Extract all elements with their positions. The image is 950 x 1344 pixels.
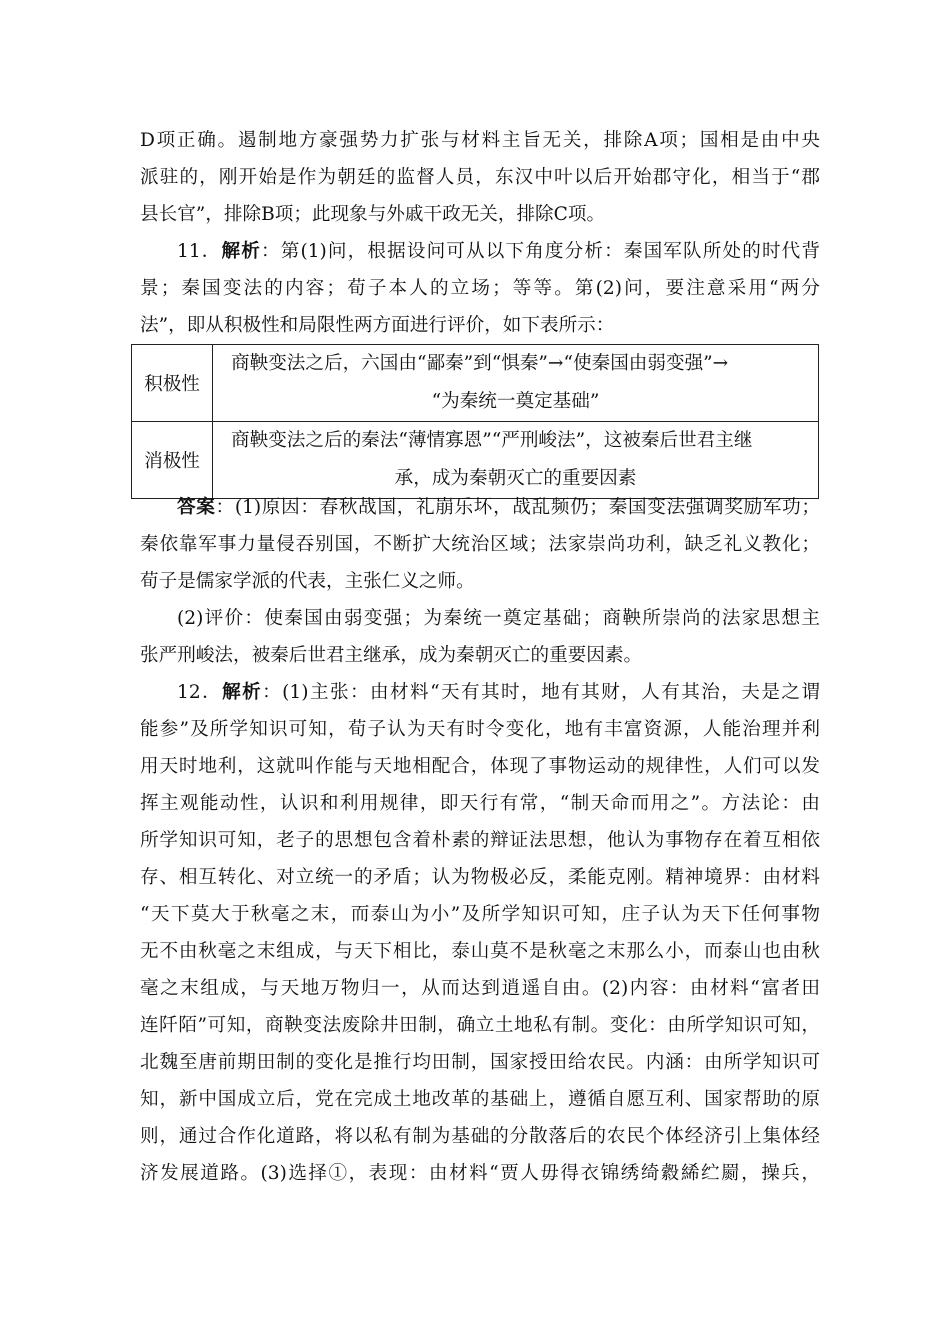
answer-section — [140, 489, 820, 600]
text-line: 则，通过合作化道路，将以私有制为基础的分散落后的农民个体经济引上集体经 — [140, 1126, 820, 1147]
text-line: 县长官”，排除B项；此现象与外戚干政无关，排除C项。 — [140, 204, 606, 225]
text-line: (2)评价：使秦国由弱变强；为秦统一奠定基础；商鞅所崇尚的法家思想主 — [177, 608, 820, 629]
text-line: 能参”及所学知识可知，荀子认为天有时令变化，地有丰富资源，人能治理并利 — [140, 719, 820, 740]
answer-text: ：(1)原因：春秋战国，礼崩乐坏，战乱频仍；秦国变法强调奖励军功； — [215, 497, 820, 518]
text-line: 济发展道路。(3)选择①，表现：由材料“贾人毋得衣锦绣绮縠絺纻罽，操兵， — [140, 1163, 820, 1184]
text-line — [140, 489, 820, 526]
text-line: 毫之末组成，与天地万物归一，从而达到逍遥自由。(2)内容：由材料“富者田 — [140, 978, 820, 999]
text-line: 荀子是儒家学派的代表，主张仁义之师。 — [140, 571, 475, 592]
table-cell-line: 商鞅变法之后，六国由“鄙秦”到“惧秦”→“使秦国由弱变强”→ — [231, 353, 729, 374]
text-line: 张严刑峻法，被秦后世君主继承，成为秦朝灭亡的重要因素。 — [140, 645, 643, 666]
q11-analysis — [140, 233, 820, 344]
text-line: 无不由秋毫之末组成，与天下相比，泰山莫不是秋毫之末那么小，而泰山也由秋 — [140, 941, 820, 962]
answer-part2 — [140, 600, 820, 674]
q11-text: ：第(1)问，根据设问可从以下角度分析：秦国军队所处的时代背 — [261, 241, 820, 262]
q12-number: 12． — [177, 682, 223, 703]
table-row-head: 消极性 — [132, 422, 213, 499]
answer-label: 答案 — [177, 497, 216, 518]
text-line — [140, 674, 820, 711]
text-line: 所学知识可知，老子的思想包含着朴素的辩证法思想，他认为事物存在着互相依 — [140, 830, 820, 851]
text-line: 知，新中国成立后，党在完成土地改革的基础上，遵循自愿互利、国家帮助的原 — [140, 1089, 820, 1110]
q11-number: 11． — [177, 241, 222, 262]
q12-analysis — [140, 674, 820, 1192]
text-line: 挥主观能动性，认识和利用规律，即天行有常，“制天命而用之”。方法论：由 — [140, 793, 820, 814]
text-line: “天下莫大于秋毫之末，而泰山为小”及所学知识可知，庄子认为天下任何事物 — [140, 904, 820, 925]
evaluation-table — [131, 344, 819, 499]
text-line: 秦依靠军事力量侵吞别国，不断扩大统治区域；法家崇尚功利，缺乏礼义教化； — [140, 534, 820, 555]
q11-label: 解析 — [221, 241, 261, 262]
table-row — [132, 345, 819, 422]
table-row-body — [213, 422, 819, 499]
q12-label: 解析 — [222, 682, 263, 703]
q12-text: ：(1)主张：由材料“天有其时，地有其财，人有其治，夫是之谓 — [262, 682, 820, 703]
text-line: 北魏至唐前期田制的变化是推行均田制，国家授田给农民。内涵：由所学知识可 — [140, 1052, 820, 1073]
table-cell-line: “为秦统一奠定基础” — [431, 391, 600, 412]
table-row-body — [213, 345, 819, 422]
table-cell-line: 商鞅变法之后的秦法“薄情寡恩”“严刑峻法”，这被秦后世君主继 — [231, 430, 753, 451]
text-line — [140, 233, 820, 270]
table-row — [132, 422, 819, 499]
paragraph-continuation — [140, 122, 820, 233]
text-line: 景；秦国变法的内容；荀子本人的立场；等等。第(2)问，要注意采用“两分 — [140, 278, 820, 299]
text-line: 用天时地利，这就叫作能与天地相配合，体现了事物运动的规律性，人们可以发 — [140, 756, 820, 777]
text-line: D项正确。遏制地方豪强势力扩张与材料主旨无关，排除A项；国相是由中央 — [140, 130, 820, 151]
table-cell-line: 承，成为秦朝灭亡的重要因素 — [394, 468, 637, 489]
text-line: 连阡陌”可知，商鞅变法废除井田制，确立土地私有制。变化：由所学知识可知， — [140, 1015, 820, 1036]
text-line: 派驻的，刚开始是作为朝廷的监督人员，东汉中叶以后开始郡守化，相当于“郡 — [140, 167, 820, 188]
text-line: 法”，即从积极性和局限性两方面进行评价，如下表所示： — [140, 315, 615, 336]
text-line: 存、相互转化、对立统一的矛盾；认为物极必反，柔能克刚。精神境界：由材料 — [140, 867, 820, 888]
table-row-head: 积极性 — [132, 345, 213, 422]
